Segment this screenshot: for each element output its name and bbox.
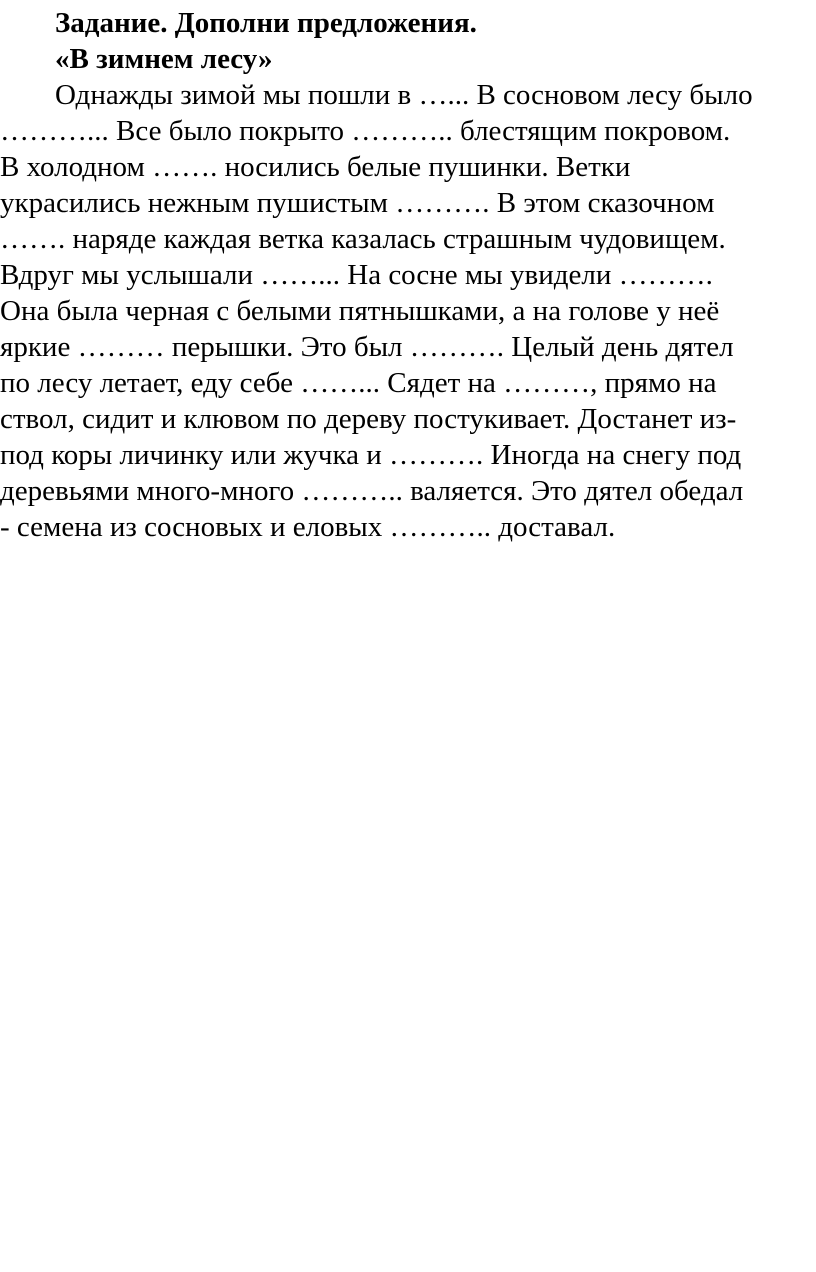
paragraph-line: - семена из сосновых и еловых ……….. доставал.: [0, 511, 616, 543]
paragraph-line: яркие ……… перышки. Это был ………. Целый день дятел: [0, 331, 734, 363]
paragraph-line: под коры личинку или жучка и ………. Иногда на снегу под: [0, 439, 742, 471]
story-title: «В зимнем лесу»: [55, 43, 273, 75]
paragraph-line: Однажды зимой мы пошли в …... В сосновом лесу было: [55, 79, 753, 111]
paragraph-line: В холодном ……. носились белые пушинки. Ветки: [0, 151, 631, 183]
paragraph-line: деревьями много-много ……….. валяется. Это дятел обедал: [0, 475, 744, 507]
paragraph-line: Она была черная с белыми пятнышками, а на голове у неё: [0, 295, 720, 327]
paragraph-line: ……. наряде каждая ветка казалась страшным чудовищем.: [0, 223, 726, 255]
task-heading: Задание. Дополни предложения.: [55, 7, 477, 39]
paragraph-line: ………... Все было покрыто ……….. блестящим покровом.: [0, 115, 731, 147]
paragraph-line: Вдруг мы услышали ……... На сосне мы увидели ……….: [0, 259, 713, 291]
paragraph-line: по лесу летает, еду себе ……... Сядет на ………, прямо на: [0, 367, 717, 399]
paragraph-line: ствол, сидит и клювом по дереву постукивает. Достанет из-: [0, 403, 737, 435]
paragraph-line: украсились нежным пушистым ………. В этом сказочном: [0, 187, 715, 219]
